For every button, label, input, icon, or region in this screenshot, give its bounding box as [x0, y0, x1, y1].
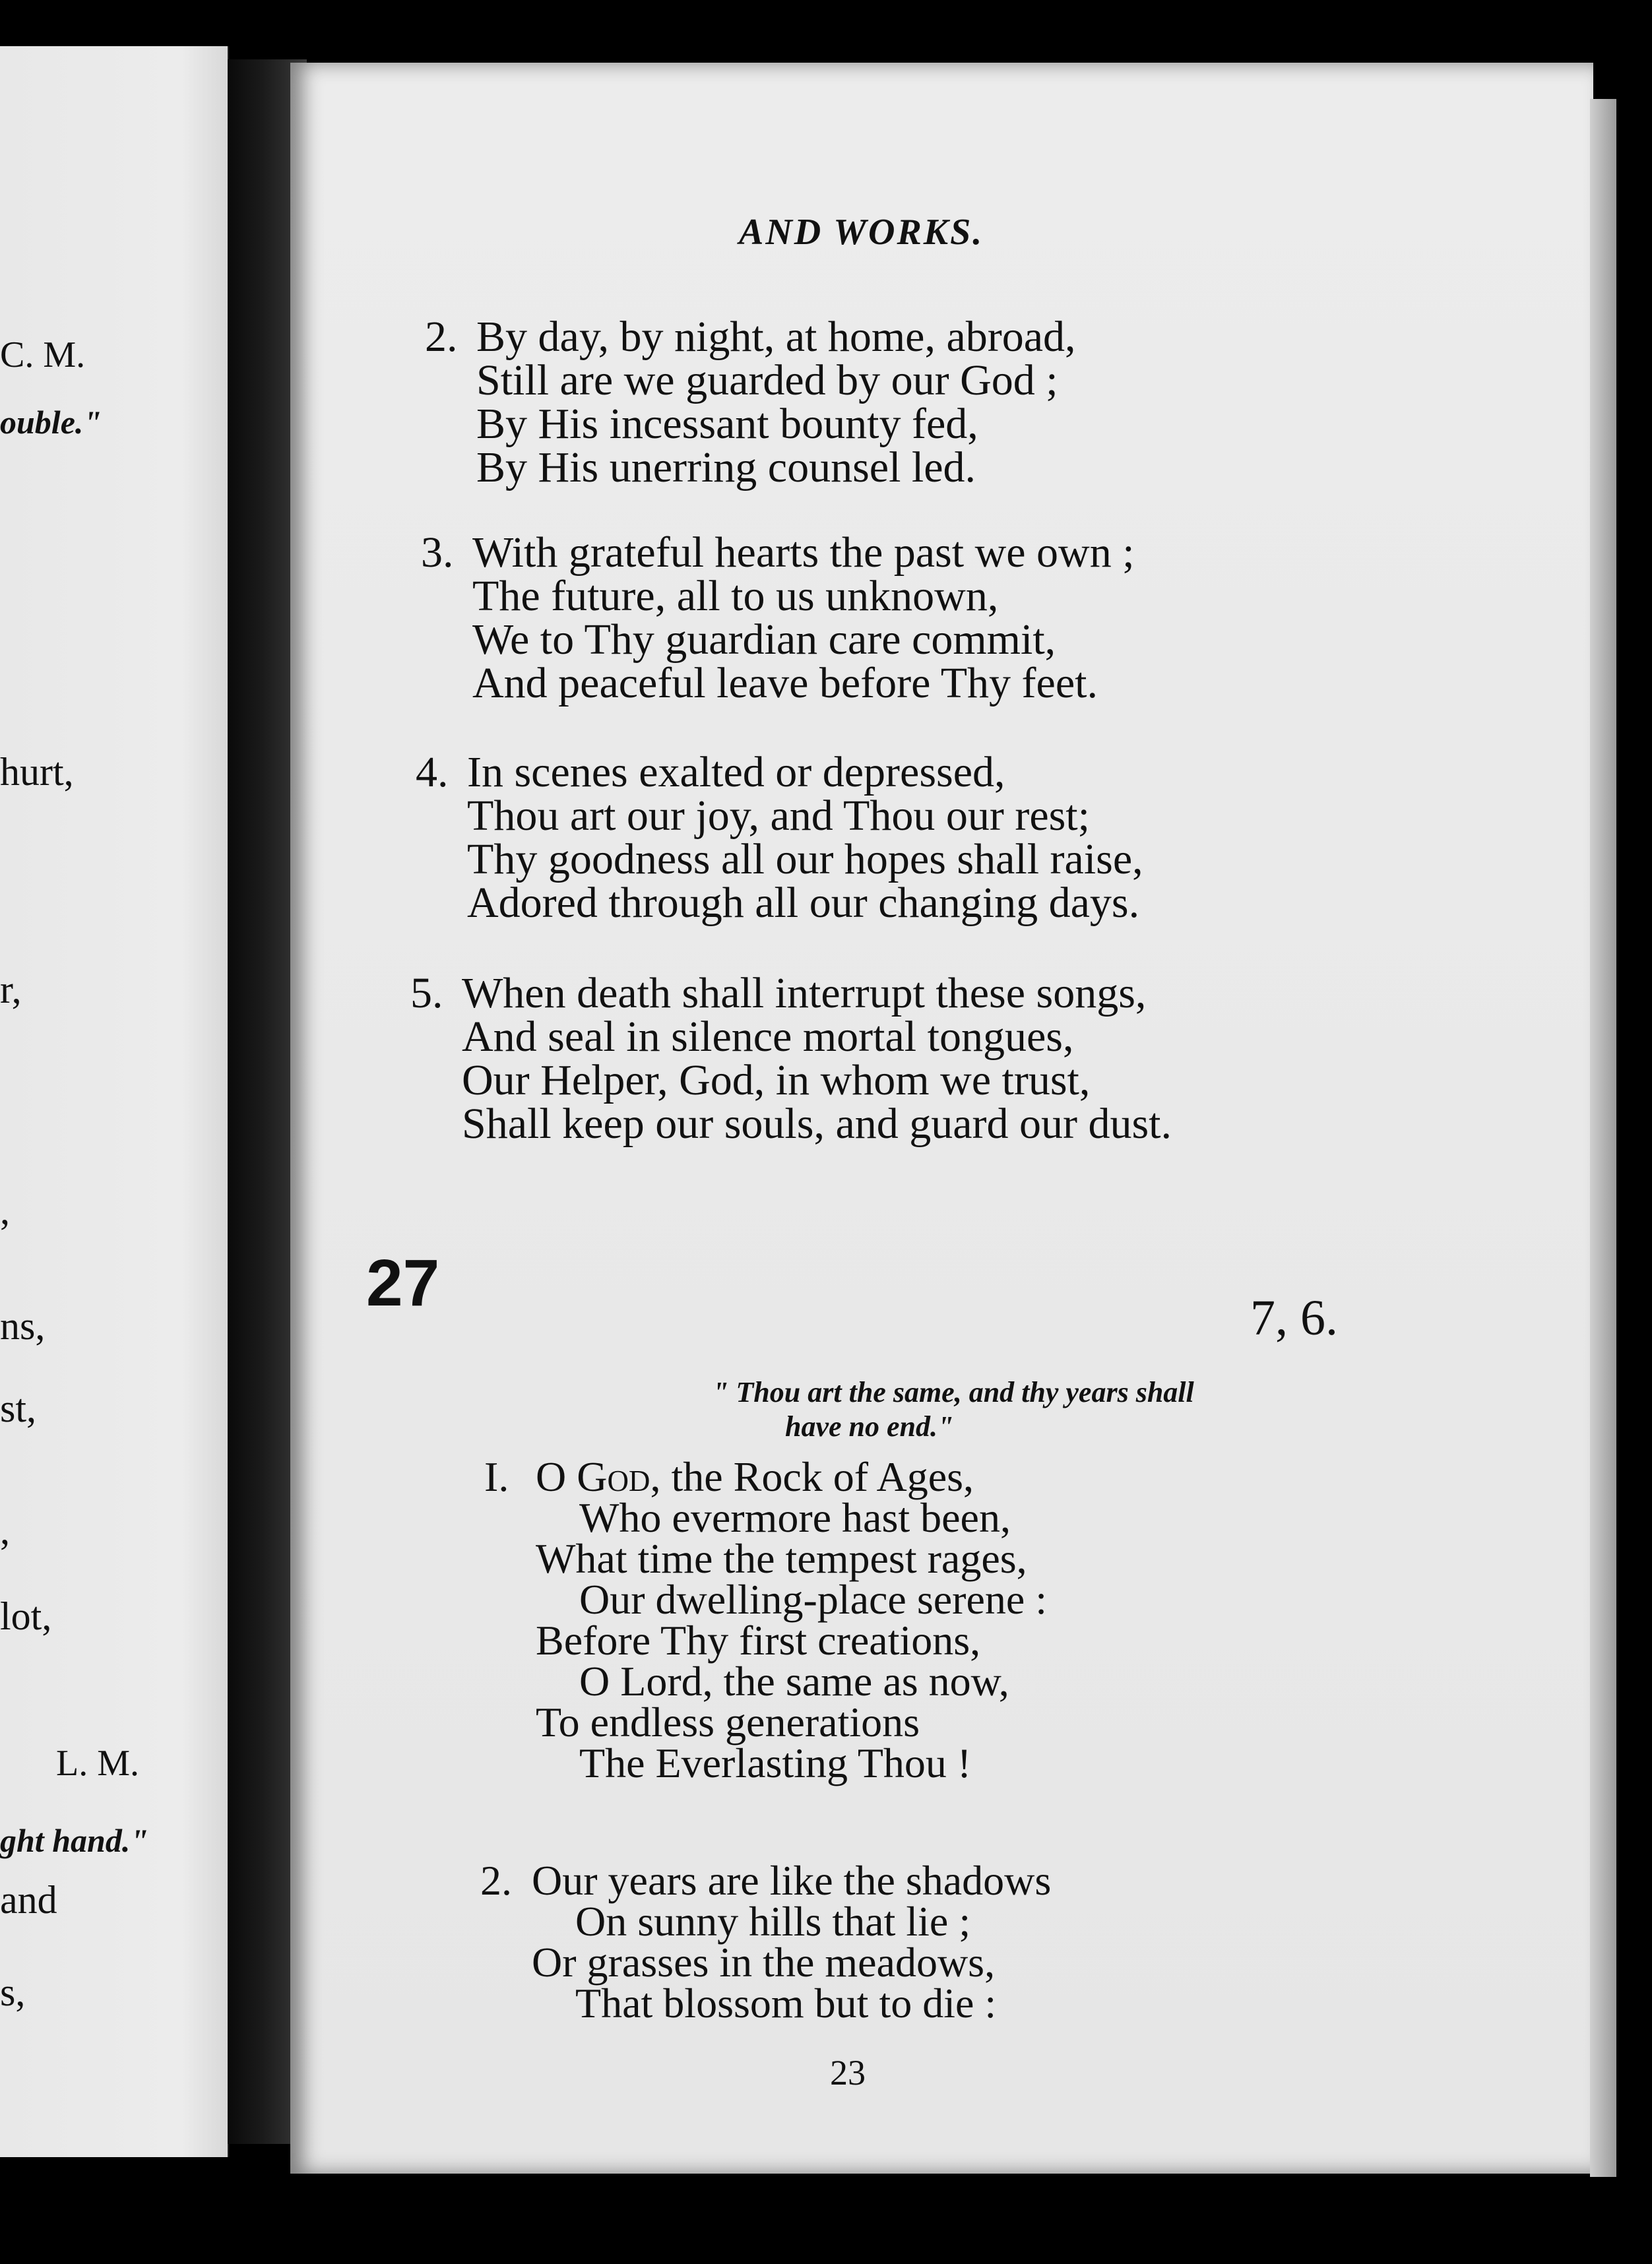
verse-line: To endless generations: [536, 1699, 920, 1745]
left-line-fragment: ns,: [0, 1304, 46, 1348]
verse-line: We to Thy guardian care commit,: [472, 615, 1056, 664]
stanza-5: [410, 969, 1172, 1148]
left-page: [0, 46, 229, 2157]
verse-line: By His unerring counsel led.: [476, 443, 976, 491]
stanza-number: 2.: [480, 1857, 512, 1904]
verse-line: What time the tempest rages,: [536, 1535, 1027, 1582]
page-edge: [1590, 99, 1616, 2177]
verse-line: Still are we guarded by our God ;: [476, 356, 1058, 404]
verse-line: And seal in silence mortal tongues,: [462, 1013, 1074, 1061]
verse-line: The Everlasting Thou !: [579, 1740, 972, 1786]
verse-line: That blossom but to die :: [575, 1980, 997, 2027]
page-number: 23: [830, 2053, 866, 2092]
left-line-fragment: hurt,: [0, 750, 74, 794]
stanza-number: 4.: [416, 748, 449, 796]
verse-line: [536, 1453, 1047, 1500]
verse-line: Our years are like the shadows: [532, 1857, 1052, 1904]
stanza-number: 5.: [410, 969, 443, 1017]
hymn27-stanza-2: [480, 1857, 1052, 2027]
verse-line: In scenes exalted or depressed,: [467, 748, 1005, 796]
left-meter-lm: L. M.: [56, 1743, 139, 1784]
stanza-number: 3.: [421, 528, 454, 577]
verse-line: And peaceful leave before Thy feet.: [472, 659, 1098, 707]
verse-line: Shall keep our souls, and guard our dust.: [462, 1100, 1172, 1148]
left-line-fragment: and: [0, 1878, 57, 1922]
hymn-number: 27: [366, 1246, 440, 1320]
hymn-epigraph: [713, 1375, 1194, 1444]
verse-word: O: [536, 1453, 577, 1500]
hymn-meter: 7, 6.: [1250, 1290, 1338, 1346]
stanza-number: I.: [484, 1453, 509, 1500]
hymn27-stanza-1: [484, 1453, 1048, 1786]
verse-line: Thy goodness all our hopes shall raise,: [467, 835, 1143, 883]
left-epigraph-fragment: ouble.": [0, 404, 102, 441]
running-head: AND WORKS.: [739, 212, 984, 253]
verse-line: With grateful hearts the past we own ;: [472, 528, 1135, 577]
stanza-4: [416, 748, 1143, 927]
verse-line: Who evermore hast been,: [579, 1494, 1011, 1541]
verse-line: Our dwelling-place serene :: [579, 1576, 1048, 1623]
stanza-2: [425, 313, 1076, 491]
left-line-fragment: s,: [0, 1970, 26, 2014]
stanza-number: 2.: [425, 313, 458, 361]
verse-line: On sunny hills that lie ;: [575, 1898, 971, 1945]
left-line-fragment: st,: [0, 1387, 37, 1430]
epigraph-line: " Thou art the same, and thy years shall: [713, 1376, 1194, 1408]
verse-text: , the Rock of Ages,: [650, 1453, 974, 1500]
verse-line: Before Thy first creations,: [536, 1617, 981, 1664]
left-meter-cm: C. M.: [0, 334, 86, 375]
verse-line: By day, by night, at home, abroad,: [476, 313, 1076, 361]
verse-line: Adored through all our changing days.: [467, 879, 1140, 927]
stanza-3: [421, 528, 1135, 707]
verse-line: The future, all to us unknown,: [472, 572, 999, 620]
verse-line: Thou art our joy, and Thou our rest;: [467, 792, 1090, 840]
epigraph-line: have no end.": [785, 1410, 954, 1443]
left-line-fragment: ,: [0, 1189, 10, 1232]
verse-line: By His incessant bounty fed,: [476, 400, 978, 448]
verse-line: O Lord, the same as now,: [579, 1658, 1009, 1705]
left-line-fragment: r,: [0, 968, 22, 1011]
verse-line: Our Helper, God, in whom we trust,: [462, 1056, 1091, 1104]
left-line-fragment: ,: [0, 1509, 10, 1552]
small-caps-word: God: [577, 1453, 651, 1500]
left-epigraph-fragment: ght hand.": [0, 1822, 149, 1859]
verse-line: Or grasses in the meadows,: [532, 1939, 996, 1986]
left-line-fragment: lot,: [0, 1594, 52, 1638]
verse-line: When death shall interrupt these songs,: [462, 969, 1147, 1017]
